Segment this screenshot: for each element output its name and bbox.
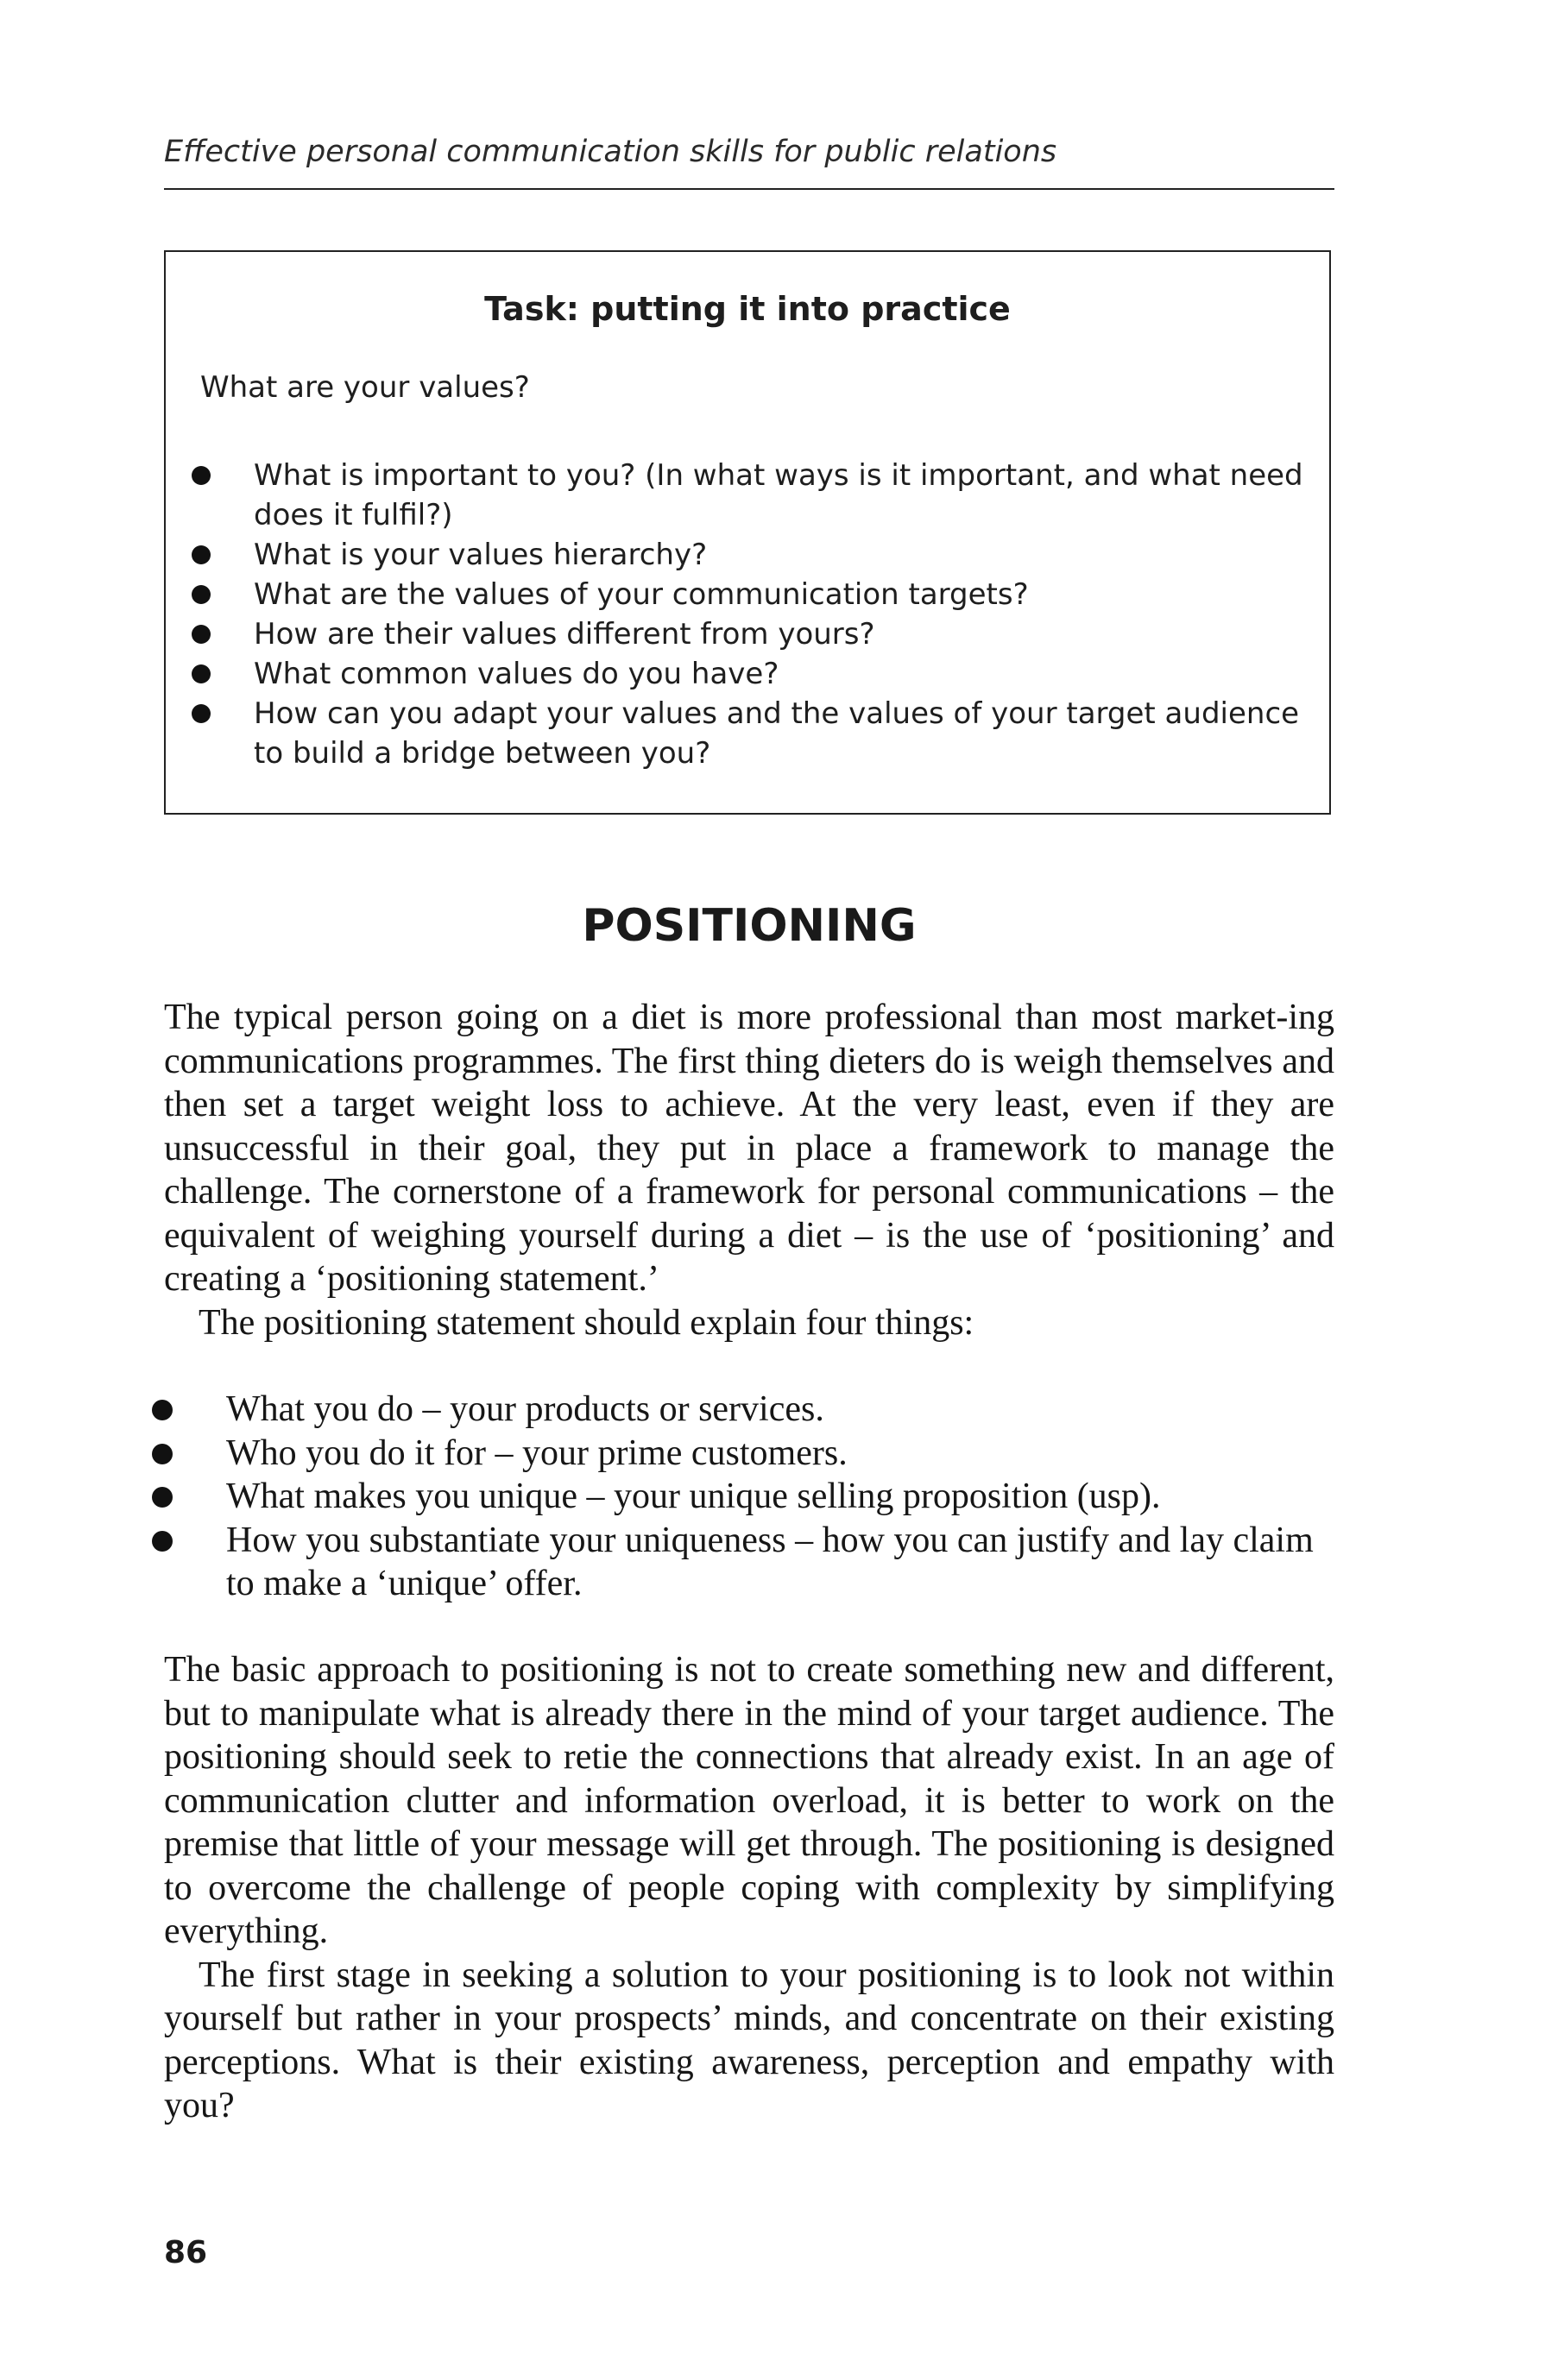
list-item bbox=[192, 535, 1305, 575]
running-head: Effective personal communication skills for public relations bbox=[164, 135, 1057, 169]
list-item bbox=[147, 1388, 1334, 1432]
bullet-icon bbox=[152, 1444, 173, 1464]
list-item bbox=[192, 694, 1305, 773]
list-item bbox=[147, 1519, 1334, 1606]
task-question: How are their values different from yours? bbox=[254, 617, 875, 652]
section-heading: POSITIONING bbox=[582, 900, 917, 952]
list-item bbox=[192, 575, 1305, 614]
body-block-2 bbox=[164, 1648, 1334, 2128]
bullet-icon bbox=[192, 466, 211, 485]
bullet-icon bbox=[192, 545, 211, 564]
paragraph: The first stage in seeking a solution to your positioning is to look not within yourself but rather in your prospects’ minds, and concentrate on their existing perceptions. What is their existing awareness, perception and empathy with you? bbox=[164, 1955, 1334, 2125]
task-box bbox=[164, 250, 1331, 815]
task-title: Task: putting it into practice bbox=[484, 290, 1011, 328]
bullet-icon bbox=[192, 585, 211, 604]
bullet-icon bbox=[152, 1487, 173, 1508]
task-question: What common values do you have? bbox=[254, 657, 779, 691]
header-rule bbox=[164, 188, 1334, 190]
task-question: What are the values of your communication targets? bbox=[254, 577, 1029, 612]
list-lead-in: The positioning statement should explain four things: bbox=[199, 1302, 974, 1343]
list-item-text: What you do – your products or services. bbox=[226, 1389, 824, 1429]
task-question: What is important to you? (In what ways is it important, and what need does it fulfil?) bbox=[254, 458, 1303, 532]
bullet-icon bbox=[192, 664, 211, 683]
task-question: What is your values hierarchy? bbox=[254, 538, 708, 572]
list-item-text: Who you do it for – your prime customers. bbox=[226, 1432, 848, 1473]
task-question-list bbox=[192, 456, 1305, 773]
bullet-icon bbox=[192, 625, 211, 644]
bullet-icon bbox=[152, 1531, 173, 1552]
bullet-icon bbox=[192, 704, 211, 723]
list-item bbox=[192, 654, 1305, 694]
bullet-icon bbox=[152, 1400, 173, 1420]
positioning-statement-list bbox=[147, 1388, 1334, 1606]
list-item-text: What makes you unique – your unique selling proposition (usp). bbox=[226, 1476, 1161, 1516]
list-item bbox=[192, 614, 1305, 654]
body-block-1 bbox=[164, 996, 1334, 1344]
list-item bbox=[147, 1475, 1334, 1519]
task-intro: What are your values? bbox=[200, 370, 530, 405]
list-item bbox=[147, 1432, 1334, 1476]
page-number: 86 bbox=[164, 2235, 208, 2270]
paragraph: The basic approach to positioning is not to create something new and different, but to manipulate what is already there in the mind of your target audience. The positioning should seek to retie the connections that already exist. In an age of communication clutter and information overload, it is better to work on the premise that little of your message will get through. The positioning is designed to overcome the challenge of people coping with complexity by simplifying everything. bbox=[164, 1650, 1334, 1951]
list-item bbox=[192, 456, 1305, 535]
paragraph: The typical person going on a diet is more professional than most market-ing communications programmes. The first thing dieters do is weigh themselves and then set a target weight loss to achieve. At the very least, even if they are unsuccessful in their goal, they put in place a framework to manage the challenge. The cornerstone of a framework for personal communications – the equivalent of weighing yourself during a diet – is the use of ‘positioning’ and creating a ‘positioning statement.’ bbox=[164, 998, 1334, 1299]
task-question: How can you adapt your values and the values of your target audience to build a bridge between you? bbox=[254, 696, 1300, 771]
list-item-text: How you substantiate your uniqueness – how you can justify and lay claim to make a ‘unique’ offer. bbox=[226, 1520, 1314, 1603]
